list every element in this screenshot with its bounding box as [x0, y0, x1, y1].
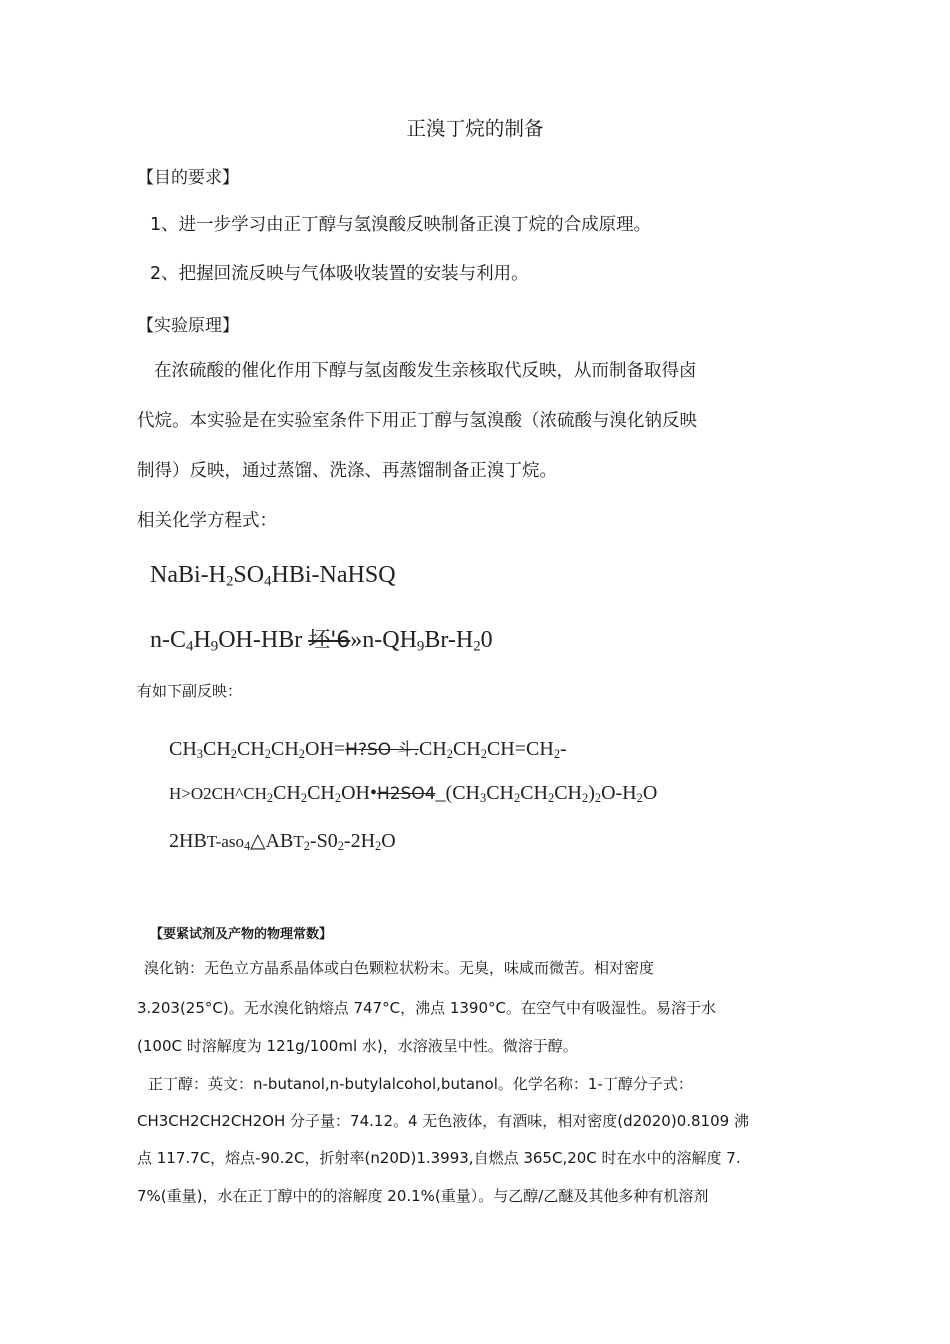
eq-text: CH — [486, 782, 514, 804]
eq-sub: 3 — [196, 747, 203, 762]
principle-line-1: 在浓硫酸的催化作用下醇与氢卤酸发生亲核取代反映，从而制备取得卤 — [154, 361, 697, 381]
eq-text: -S0 — [309, 830, 338, 852]
principle-line-3: 制得）反映，通过蒸馏、洗涤、再蒸馏制备正溴丁烷。 — [137, 461, 557, 481]
eq-text: CH — [418, 738, 447, 760]
eq-text: ) — [588, 782, 595, 804]
eq-text: CH — [203, 738, 231, 760]
eq-text: △AB — [250, 830, 294, 852]
eq-text: 2HB — [169, 830, 207, 852]
eq-text: 0 — [480, 627, 493, 653]
eq-sub: 2 — [582, 791, 589, 806]
eq-sub: 9 — [416, 638, 425, 655]
eq-text: OH-HBr — [218, 627, 309, 653]
eq-sub: 2 — [337, 839, 344, 854]
equations-label: 相关化学方程式： — [137, 511, 277, 531]
goal-item-2: 2、把握回流反映与气体吸收装置的安装与利用。 — [150, 264, 529, 284]
side-reactions-label: 有如下副反映： — [137, 682, 243, 700]
eq-text: H — [193, 627, 211, 653]
eq-text: CH — [237, 738, 265, 760]
eq-text: T-aso — [206, 832, 244, 851]
eq-sub: 2 — [300, 791, 308, 806]
equation-2 — [150, 623, 493, 654]
eq-sub: 2 — [594, 791, 602, 806]
eq-sub: 2 — [553, 747, 561, 762]
eq-sub: 2 — [548, 791, 555, 806]
butanol-line-1: 正丁醇：英文：n-butanol,n-butylalcohol,butanol。化学名称：1-丁醇分子式： — [148, 1075, 693, 1093]
butanol-line-2: CH3CH2CH2CH2OH 分子量：74.12。4 无色液体，有酒味，相对密度(d2020)0.8109 沸 — [137, 1112, 749, 1130]
eq-text: n-C — [150, 627, 186, 653]
principle-line-2: 代烷。本实验是在实验室条件下用正丁醇与氢溴酸（浓硫酸与溴化钠反映 — [137, 411, 697, 431]
eq-text: NaBi-H — [150, 562, 226, 588]
eq-sub: 4 — [186, 638, 194, 655]
constants-heading: 【要紧试剂及产物的物理常数】 — [150, 927, 333, 942]
eq-sub: 2 — [266, 791, 274, 806]
eq-sub: 9 — [210, 638, 219, 655]
eq-text: CH — [271, 738, 299, 760]
nabr-line-3: (100C 时溶解度为 121g/100ml 水)，水溶液呈中性。微溶于醇。 — [137, 1037, 578, 1055]
eq-text: CH — [520, 782, 548, 804]
eq-text: H>O2CH^CH — [169, 784, 267, 803]
eq-text: CH — [169, 738, 197, 760]
eq-sub: 2 — [303, 839, 310, 854]
eq-text: CH — [273, 782, 301, 804]
nabr-line-1: 溴化钠：无色立方晶系晶体或白色颗粒状粉末。无臭，味咸而微苦。相对密度 — [144, 959, 655, 977]
eq-sub: 2 — [298, 747, 305, 762]
principle-heading: 【实验原理】 — [137, 316, 239, 336]
side-reaction-2 — [169, 782, 657, 805]
eq-text: - — [560, 738, 567, 760]
eq-text: _(CH — [435, 782, 480, 804]
page-title: 正溴丁烷的制备 — [406, 117, 544, 140]
eq-text: O-H — [601, 782, 637, 804]
eq-text: CH — [307, 782, 335, 804]
eq-struck-condition: H?SO 斗. — [345, 740, 419, 760]
eq-sub: 2 — [264, 747, 271, 762]
eq-sub: 2 — [446, 747, 453, 762]
eq-text: O — [381, 830, 396, 852]
butanol-line-3: 点 117.7C，熔点-90.2C，折射率(n20D)1.3993,自燃点 365C,20C 时在水中的溶解度 7. — [137, 1149, 741, 1167]
side-reaction-1 — [169, 735, 567, 761]
side-reaction-3 — [169, 828, 396, 853]
eq-text: OH= — [305, 738, 346, 760]
eq-sub: 2 — [473, 638, 481, 655]
eq-sub: 2 — [514, 791, 521, 806]
eq-sub: 2 — [225, 573, 234, 590]
eq-sub: 2 — [230, 747, 237, 762]
equation-1 — [150, 562, 396, 589]
eq-sub: 2 — [636, 791, 643, 806]
butanol-line-4: 7%(重量)，水在正丁醇中的的溶解度 20.1%(重量）。与乙醇/乙醚及其他多种有机溶剂 — [137, 1187, 709, 1205]
eq-text: CH — [554, 782, 582, 804]
eq-text: Br-H — [424, 627, 474, 653]
eq-struck-condition: 坯'6 — [308, 628, 351, 653]
eq-text: T — [293, 832, 304, 851]
goal-item-1: 1、进一步学习由正丁醇与氢溴酸反映制备正溴丁烷的合成原理。 — [150, 215, 652, 235]
eq-text: CH — [452, 738, 481, 760]
eq-text: OH• — [341, 782, 377, 804]
eq-sub: 2 — [480, 747, 487, 762]
eq-text: SO — [233, 562, 265, 588]
eq-sub: 3 — [480, 791, 487, 806]
eq-struck-condition: H2SO4 — [376, 784, 436, 804]
eq-text: O — [642, 782, 658, 804]
eq-sub: 2 — [334, 791, 342, 806]
goal-heading: 【目的要求】 — [137, 168, 239, 188]
eq-text: »n-QH — [350, 627, 417, 653]
eq-text: CH=CH — [486, 738, 554, 760]
nabr-line-2: 3.203(25°C)。无水溴化钠熔点 747°C，沸点 1390°C。在空气中有吸湿性。易溶于水 — [137, 999, 716, 1017]
eq-sub: 2 — [375, 839, 382, 854]
eq-sub: 4 — [264, 573, 272, 590]
eq-text: -2H — [343, 830, 376, 852]
eq-sub: 4 — [243, 839, 251, 854]
eq-text: HBi-NaHSQ — [271, 562, 396, 588]
